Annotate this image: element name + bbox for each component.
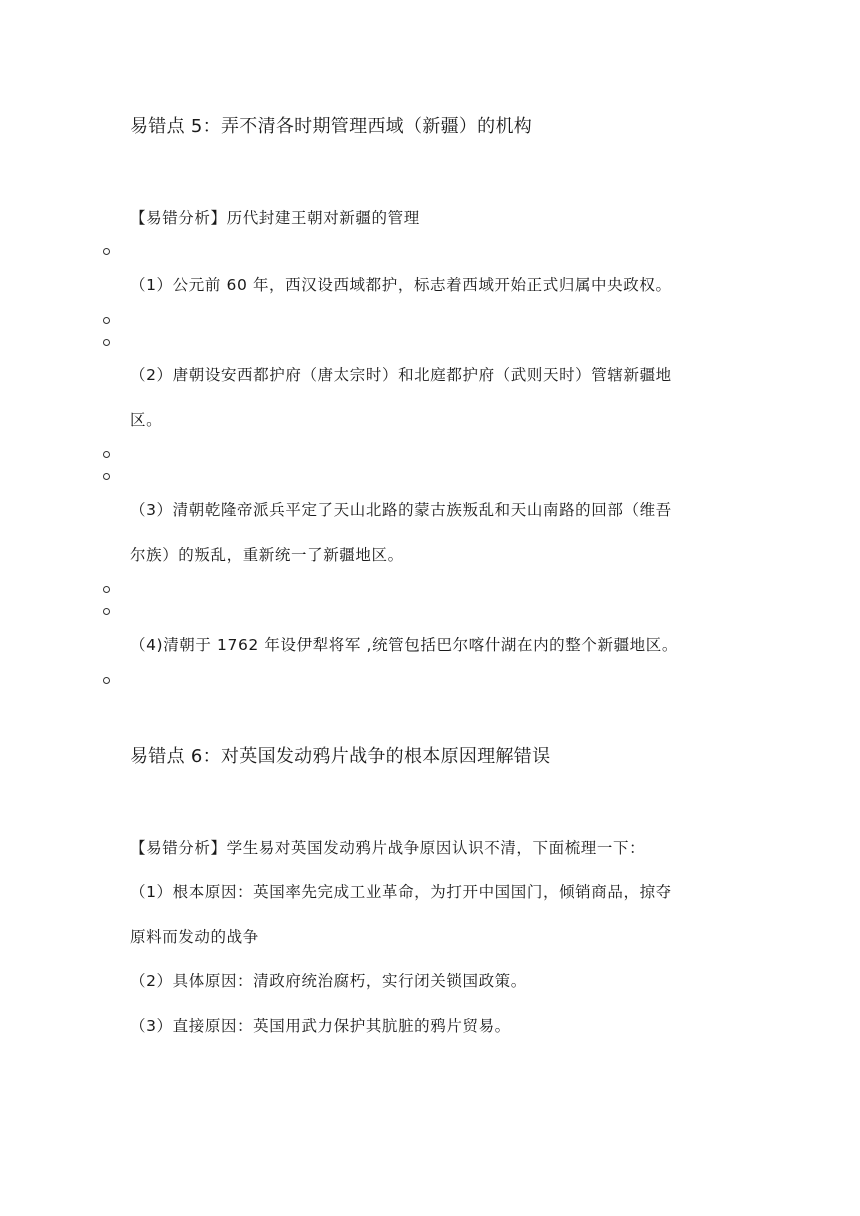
section-6-analysis-title: 【易错分析】学生易对英国发动鸦片战争原因认识不清，下面梳理一下： (130, 839, 646, 857)
section-5-item-1: （1）公元前 60 年，西汉设西域都护，标志着西域开始正式归属中央政权。 (130, 276, 672, 294)
bullet-circle-icon (103, 608, 110, 615)
section-5-item-2-line-2: 区。 (130, 411, 163, 429)
bullet-circle-icon (103, 677, 110, 684)
section-5-item-2-line-1: （2）唐朝设安西都护府（唐太宗时）和北庭都护府（武则天时）管辖新疆地 (130, 366, 672, 384)
section-6-heading: 易错点 6：对英国发动鸦片战争的根本原因理解错误 (130, 746, 551, 767)
section-5-item-4: （4)清朝于 1762 年设伊犁将军 ,统管包括巴尔喀什湖在内的整个新疆地区。 (130, 636, 678, 654)
section-5-heading: 易错点 5：弄不清各时期管理西域（新疆）的机构 (130, 116, 533, 137)
section-5-analysis-title: 【易错分析】历代封建王朝对新疆的管理 (130, 209, 420, 227)
section-5-item-3-line-2: 尔族）的叛乱，重新统一了新疆地区。 (130, 546, 404, 564)
bullet-circle-icon (103, 586, 110, 593)
section-6-item-3: （3）直接原因：英国用武力保护其肮脏的鸦片贸易。 (130, 1017, 511, 1035)
section-6-item-2: （2）具体原因：清政府统治腐朽，实行闭关锁国政策。 (130, 972, 527, 990)
bullet-circle-icon (103, 451, 110, 458)
bullet-circle-icon (103, 339, 110, 346)
bullet-circle-icon (103, 473, 110, 480)
section-6-item-1-line-1: （1）根本原因：英国率先完成工业革命，为打开中国国门，倾销商品，掠夺 (130, 883, 672, 901)
section-6-item-1-line-2: 原料而发动的战争 (130, 928, 259, 946)
bullet-circle-icon (103, 248, 110, 255)
section-5-item-3-line-1: （3）清朝乾隆帝派兵平定了天山北路的蒙古族叛乱和天山南路的回部（维吾 (130, 501, 672, 519)
bullet-circle-icon (103, 317, 110, 324)
